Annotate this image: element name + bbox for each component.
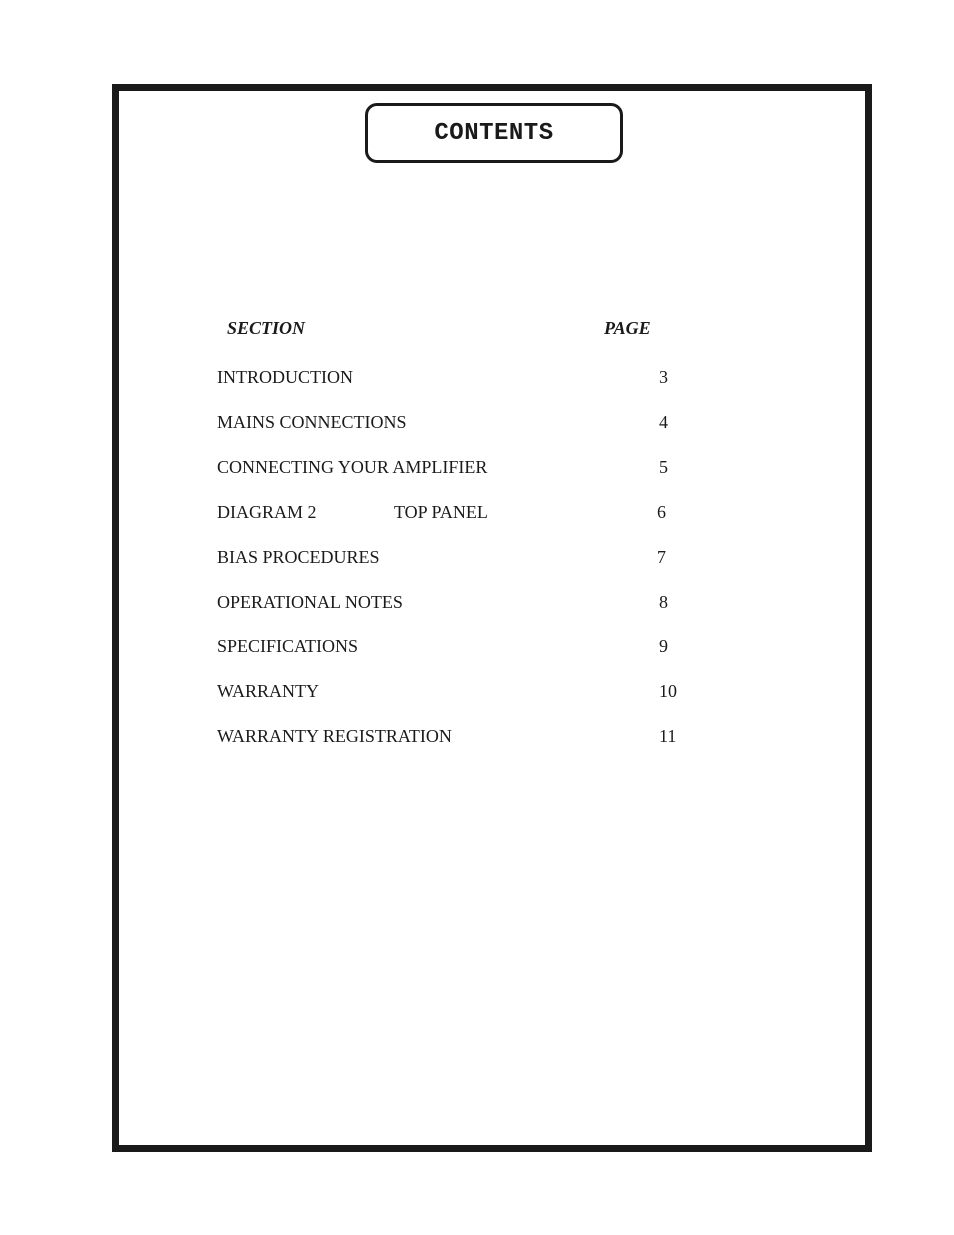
toc-entry-label: CONNECTING YOUR AMPLIFIER: [217, 457, 488, 477]
toc-entry-label: WARRANTY REGISTRATION: [217, 726, 452, 746]
toc-row-mains-connections: [217, 412, 717, 436]
toc-row-connecting-amplifier: [217, 457, 717, 481]
title-box: [365, 103, 623, 163]
toc-row-diagram-2: [217, 502, 717, 526]
toc-entry-label: DIAGRAM 2: [217, 502, 317, 522]
toc-entry-label: WARRANTY: [217, 681, 319, 701]
page-title: CONTENTS: [434, 119, 554, 147]
toc-entry-page: 5: [659, 457, 668, 477]
toc-entry-page: 10: [659, 681, 677, 701]
toc-entry-page: 3: [659, 367, 668, 387]
toc-entry-page: 8: [659, 592, 668, 612]
toc-row-introduction: [217, 367, 717, 391]
toc-row-warranty-registration: [217, 726, 717, 750]
toc-entry-label: BIAS PROCEDURES: [217, 547, 380, 567]
toc-row-warranty: [217, 681, 717, 705]
toc-row-bias-procedures: [217, 547, 717, 571]
toc-entry-label: OPERATIONAL NOTES: [217, 592, 403, 612]
toc-row-operational-notes: [217, 592, 717, 616]
page-column-header: PAGE: [604, 318, 651, 338]
toc-entry-label: SPECIFICATIONS: [217, 636, 359, 656]
toc-entry-page: 7: [657, 547, 666, 567]
toc-entry-label: INTRODUCTION: [217, 367, 353, 387]
toc-entry-page: 6: [657, 502, 666, 522]
section-column-header: SECTION: [227, 318, 306, 338]
toc-entry-sublabel: TOP PANEL: [394, 502, 488, 522]
toc-entry-page: 11: [659, 726, 677, 746]
toc-entry-page: 9: [659, 636, 668, 656]
toc-row-specifications: [217, 636, 717, 660]
toc-entry-label: MAINS CONNECTIONS: [217, 412, 407, 432]
toc-entry-page: 4: [659, 412, 668, 432]
page-frame: [112, 84, 872, 1152]
